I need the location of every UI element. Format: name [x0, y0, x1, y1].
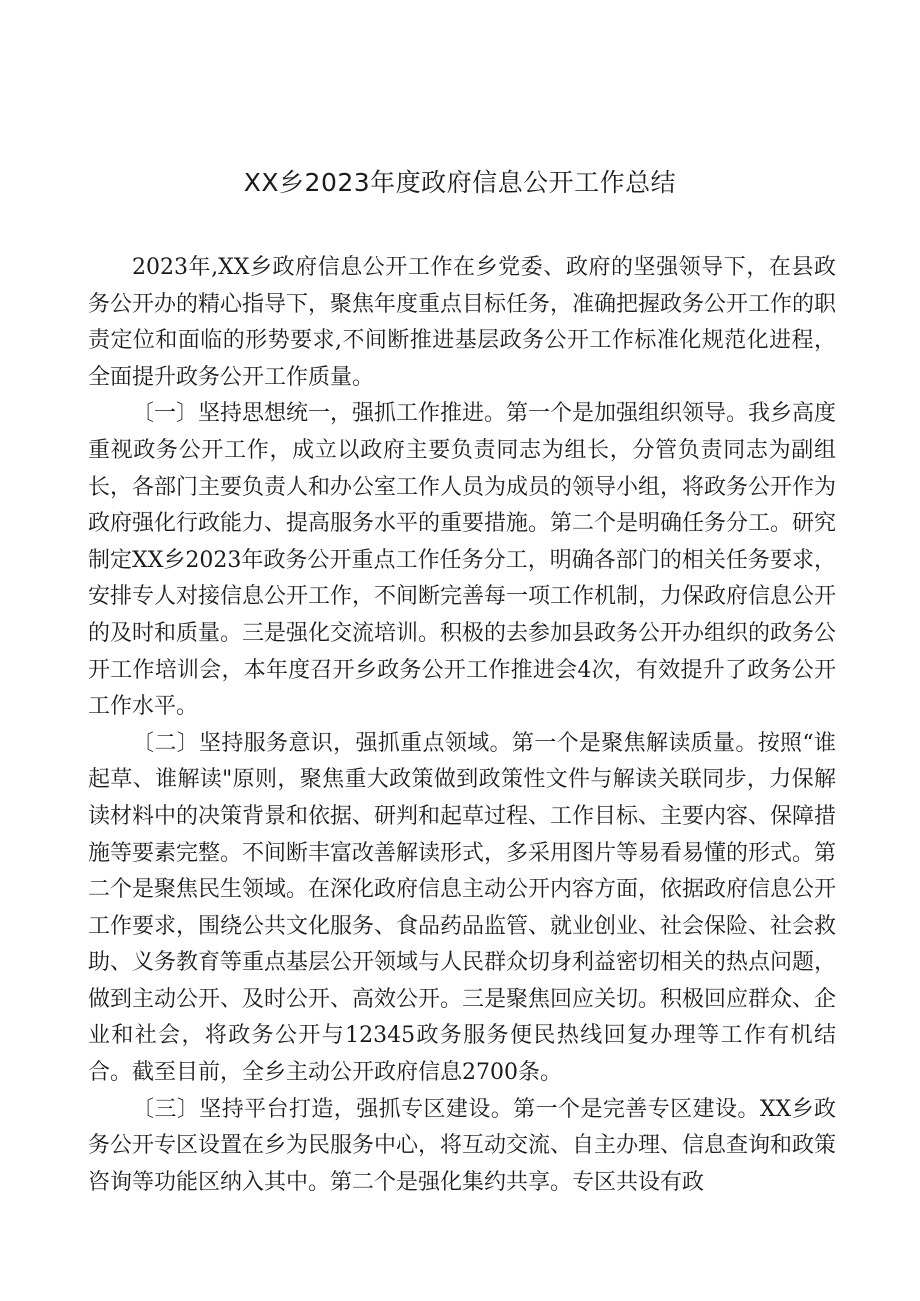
document-title: XX乡2023年度政府信息公开工作总结 [243, 168, 677, 197]
paragraph-intro: 2023年,XX乡政府信息公开工作在乡党委、政府的坚强领导下，在县政务公开办的精心指导下，聚焦年度重点目标任务，准确把握政务公开工作的职责定位和面临的形势要求,不间断推进基层政务公开工作标准化规范化进程，全面提升政务公开工作质量。 [88, 255, 837, 390]
paragraph-section-3: 〔三〕坚持平台打造，强抓专区建设。第一个是完善专区建设。XX乡政务公开专区设置在乡为民服务中心，将互动交流、自主办理、信息查询和政策咨询等功能区纳入其中。第二个是强化集约共享。专区共设有政 [88, 1096, 837, 1195]
paragraph-section-1: 〔一〕坚持思想统一，强抓工作推进。第一个是加强组织领导。我乡高度重视政务公开工作，成立以政府主要负责同志为组长，分管负责同志为副组长，各部门主要负责人和办公室工作人员为成员的领导小组，将政务公开作为政府强化行政能力、提高服务水平的重要措施。第二个是明确任务分工。研究制定XX乡2023年政务公开重点工作任务分工，明确各部门的相关任务要求，安排专人对接信息公开工作，不间断完善每一项工作机制，力保政府信息公开的及时和质量。三是强化交流培训。积极的去参加县政务公开办组织的政务公开工作培训会，本年度召开乡政务公开工作推进会4次，有效提升了政务公开工作水平。 [88, 401, 837, 720]
document-body [88, 250, 836, 1201]
paragraph-section-2: 〔二〕坚持服务意识，强抓重点领域。第一个是聚焦解读质量。按照“谁起草、谁解读"原则，聚焦重大政策做到政策性文件与解读关联同步，力保解读材料中的决策背景和依据、研判和起草过程、工作目标、主要内容、保障措施等要素完整。不间断丰富改善解读形式，多采用图片等易看易懂的形式。第二个是聚焦民生领域。在深化政府信息主动公开内容方面，依据政府信息公开工作要求，围绕公共文化服务、食品药品监管、就业创业、社会保险、社会救助、义务教育等重点基层公开领域与人民群众切身利益密切相关的热点问题，做到主动公开、及时公开、高效公开。三是聚焦回应关切。积极回应群众、企业和社会，将政务公开与12345政务服务便民热线回复办理等工作有机结合。截至目前，全乡主动公开政府信息2700条。 [88, 730, 837, 1086]
